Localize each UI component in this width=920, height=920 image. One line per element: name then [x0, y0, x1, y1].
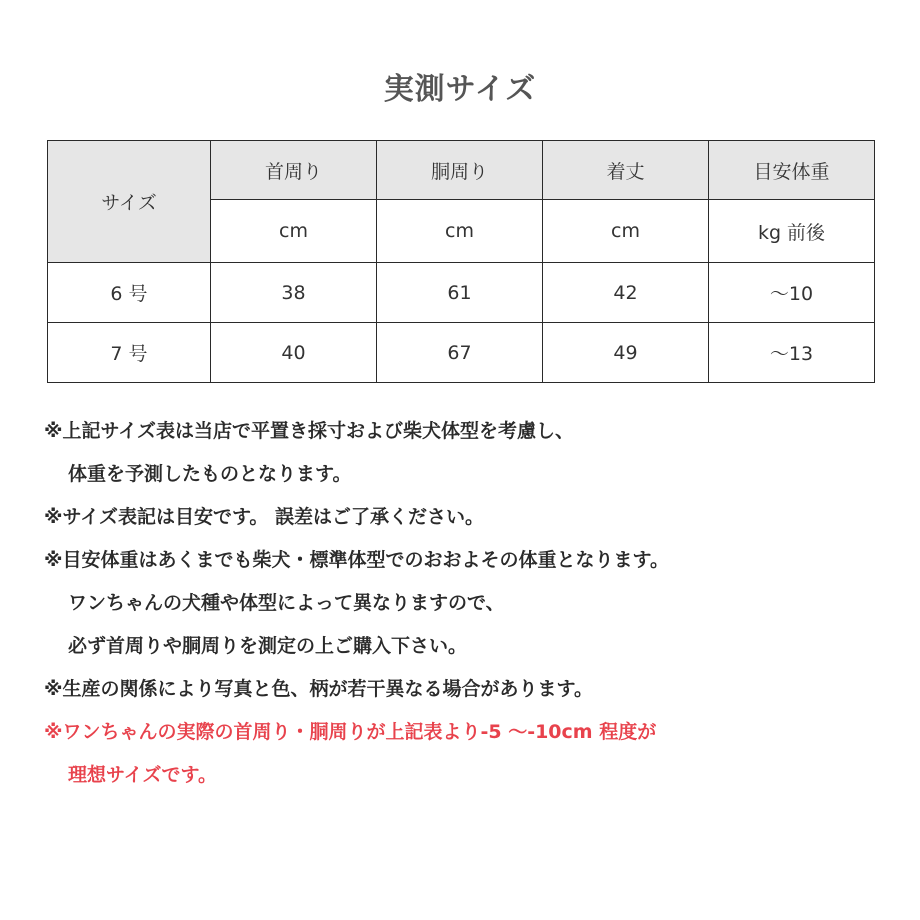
size-cell: 7 号: [48, 323, 211, 383]
note-line: ※生産の関係により写真と色、柄が若干異なる場合があります。: [44, 678, 593, 700]
note-line: 必ず首周りや胴周りを測定の上ご購入下さい。: [68, 635, 468, 657]
note-line: ※上記サイズ表は当店で平置き採寸および柴犬体型を考慮し、: [44, 420, 574, 442]
neck-cell: 40: [211, 323, 377, 383]
size-cell: 6 号: [48, 263, 211, 323]
size-column-header: サイズ: [48, 141, 211, 263]
weight-unit: kg 前後: [709, 200, 875, 263]
size-table: [47, 140, 875, 383]
length-cell: 49: [543, 323, 709, 383]
note-line: ワンちゃんの犬種や体型によって異なりますので、: [68, 592, 505, 614]
chest-cell: 67: [377, 323, 543, 383]
weight-cell: ～10: [709, 263, 875, 323]
note-line: 体重を予測したものとなります。: [68, 463, 352, 485]
length-unit: cm: [543, 200, 709, 263]
neck-header: 首周り: [211, 141, 377, 200]
length-header: 着丈: [543, 141, 709, 200]
note-line-highlight: ※ワンちゃんの実際の首周り・胴周りが上記表より-5 ～-10cm 程度が: [44, 721, 657, 743]
notes-section: [44, 410, 904, 797]
length-cell: 42: [543, 263, 709, 323]
note-line: ※サイズ表記は目安です。 誤差はご了承ください。: [44, 506, 485, 528]
chest-unit: cm: [377, 200, 543, 263]
note-line: ※目安体重はあくまでも柴犬・標準体型でのおおよその体重となります。: [44, 549, 669, 571]
page-title: 実測サイズ: [383, 72, 537, 107]
neck-unit: cm: [211, 200, 377, 263]
table-row: [48, 263, 875, 323]
table-row: [48, 323, 875, 383]
neck-cell: 38: [211, 263, 377, 323]
table-header-row: [48, 141, 875, 200]
weight-header: 目安体重: [709, 141, 875, 200]
chest-header: 胴周り: [377, 141, 543, 200]
note-line-highlight: 理想サイズです。: [68, 764, 217, 786]
weight-cell: ～13: [709, 323, 875, 383]
chest-cell: 61: [377, 263, 543, 323]
